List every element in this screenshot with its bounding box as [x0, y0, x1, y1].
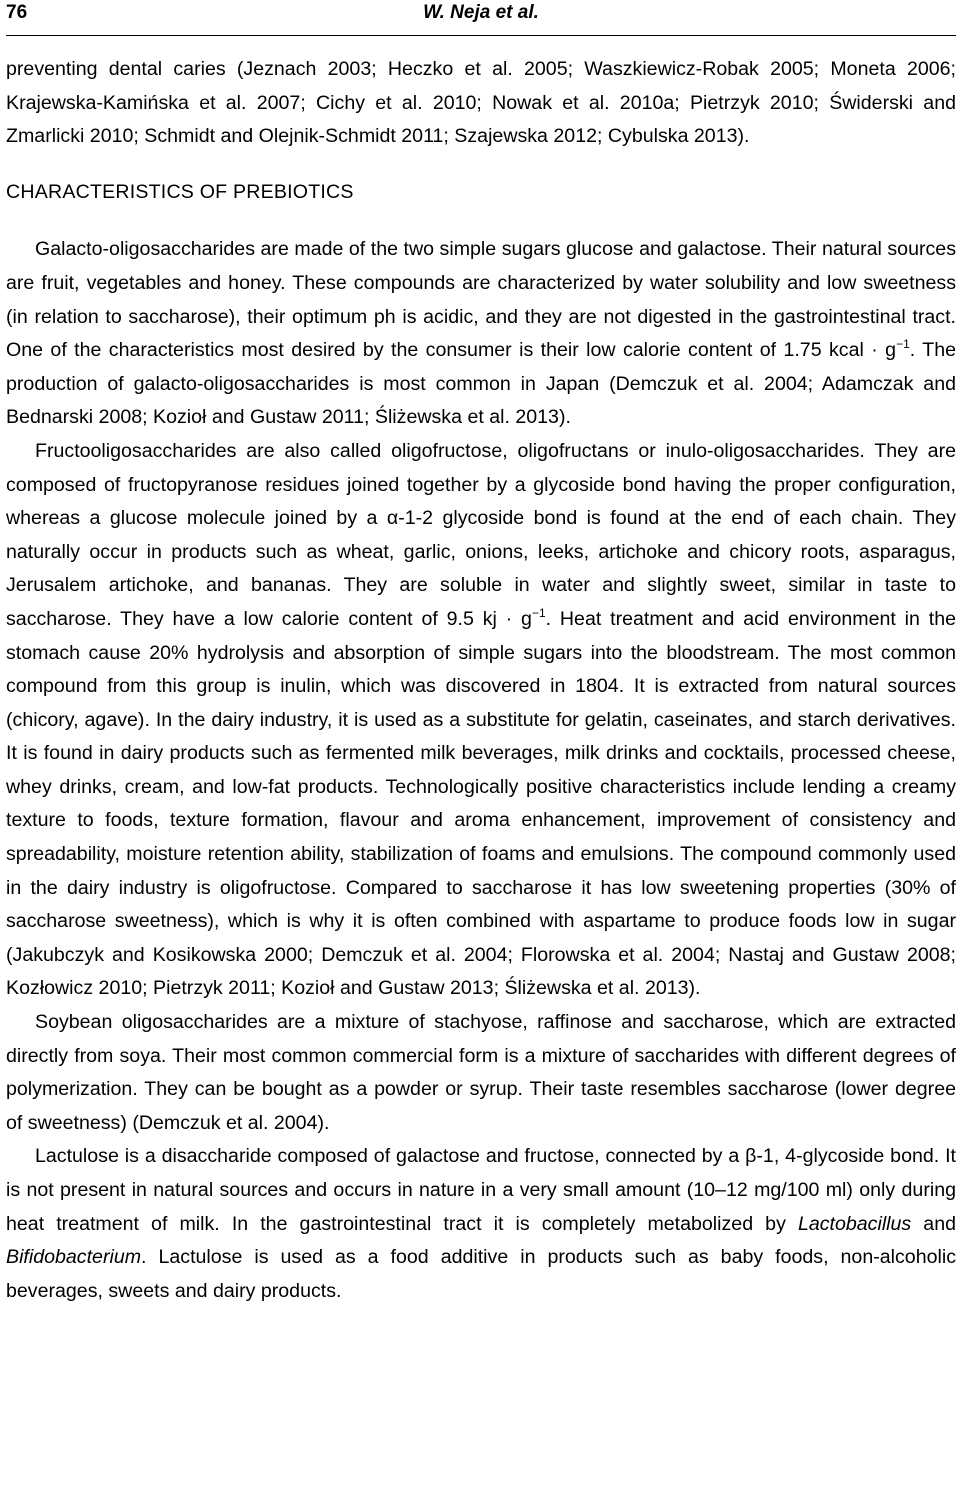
running-head: W. Neja et al.: [423, 2, 539, 23]
paragraph-galacto-oligosaccharides: [6, 233, 956, 435]
page-number: 76: [6, 2, 28, 23]
section-heading: CHARACTERISTICS OF PREBIOTICS: [6, 180, 354, 203]
species-name: Bifidobacterium: [6, 1246, 142, 1269]
paragraph-fructooligosaccharides: [6, 435, 956, 1006]
species-name: Lactobacillus: [797, 1212, 912, 1235]
paragraph-text: Fructooligosaccharides are also called oligofructose, oligofructans or inulo-oligosaccharides. They are composed of fructopyranose residues joined together by a glycoside bond having the proper configuration, whereas a glucose molecule joined by a α-1-2 glycoside bond is found at the end of each chain. They naturally occur in products such as wheat, garlic, onions, leeks, artichoke and chicory roots, asparagus, Jerusalem artichoke, and bananas. They are soluble in water and slightly sweet, similar in taste to saccharose. They have a low calorie content of 9.5 kj · g: [6, 439, 956, 630]
paragraph-continued: preventing dental caries (Jeznach 2003; Heczko et al. 2005; Waszkiewicz-Robak 2005; Moneta 2006; Krajewska-Kamińska et al. 2007; Cichy et al. 2010; Nowak et al. 2010a; Pietrzyk 2010; Świderski and Zmarlicki 2010; Schmidt and Olejnik-Schmidt 2011; Szajewska 2012; Cybulska 2013).: [6, 58, 956, 148]
document-page: [6, 0, 957, 1302]
superscript: −1: [531, 605, 546, 620]
paragraph-text: Galacto-oligosaccharides are made of the two simple sugars glucose and galactose. Their natural sources are fruit, vegetables and honey. These compounds are characterized by water solubility and low sweetness (in relation to saccharose), their optimum ph is acidic, and they are not digested in the gastrointestinal tract. One of the characteristics most desired by the consumer is their low calorie content of 1.75 kcal · g: [6, 238, 956, 362]
paragraph-text: and: [911, 1212, 957, 1235]
paragraph-text: Lactulose is a disaccharide composed of galactose and fructose, connected by a β-1, 4-glycoside bond. It is not present in natural sources and occurs in nature in a very small amount (10–12 mg/100 ml) only during heat treatment of milk. In the gastrointestinal tract it is completely metabolized by: [6, 1145, 956, 1235]
superscript: −1: [896, 337, 910, 352]
paragraph-text: . Heat treatment and acid environment in the stomach cause 20% hydrolysis and absorption of simple sugars into the bloodstream. The most common compound from this group is inulin, which was discovered in 1804. It is extracted from natural sources (chicory, agave). In the dairy industry, it is used as a substitute for gelatin, caseinates, and starch derivatives. It is found in dairy products such as fermented milk beverages, milk drinks and cocktails, processed cheese, whey drinks, cream, and low-fat products. Technologically positive characteristics include lending a creamy texture to foods, texture formation, flavour and aroma enhancement, improvement of consistency and spreadability, moisture retention ability, stabilization of foams and emulsions. The compound commonly used in the dairy industry is oligofructose. Compared to saccharose it has low sweetening properties (30% of saccharose sweetness), which is why it is often combined with aspartame to produce foods low in sugar (Jakubczyk and Kosikowska 2000; Demczuk et al. 2004; Florowska et al. 2004; Nastaj and Gustaw 2008; Kozłowicz 2010; Pietrzyk 2011; Kozioł and Gustaw 2013; Śliżewska et al. 2013).: [6, 607, 956, 1000]
page-header: [6, 0, 956, 38]
body-text: [6, 53, 956, 1308]
header-rule: [6, 35, 956, 36]
paragraph-text: . The production of galacto-oligosaccharides is most common in Japan (Demczuk et al. 2004; Adamczak and Bednarski 2008; Kozioł and Gustaw 2011; Śliżewska et al. 2013).: [6, 339, 956, 429]
paragraph-text: . Lactulose is used as a food additive in products such as baby foods, non-alcoholic beverages, sweets and dairy products.: [6, 1246, 956, 1302]
paragraph-lactulose: [6, 1140, 956, 1308]
paragraph-soybean-oligosaccharides: Soybean oligosaccharides are a mixture of stachyose, raffinose and saccharose, which are extracted directly from soya. Their most common commercial form is a mixture of saccharides with different degrees of polymerization. They can be bought as a powder or syrup. Their taste resembles saccharose (lower degree of sweetness) (Demczuk et al. 2004).: [6, 1011, 956, 1134]
